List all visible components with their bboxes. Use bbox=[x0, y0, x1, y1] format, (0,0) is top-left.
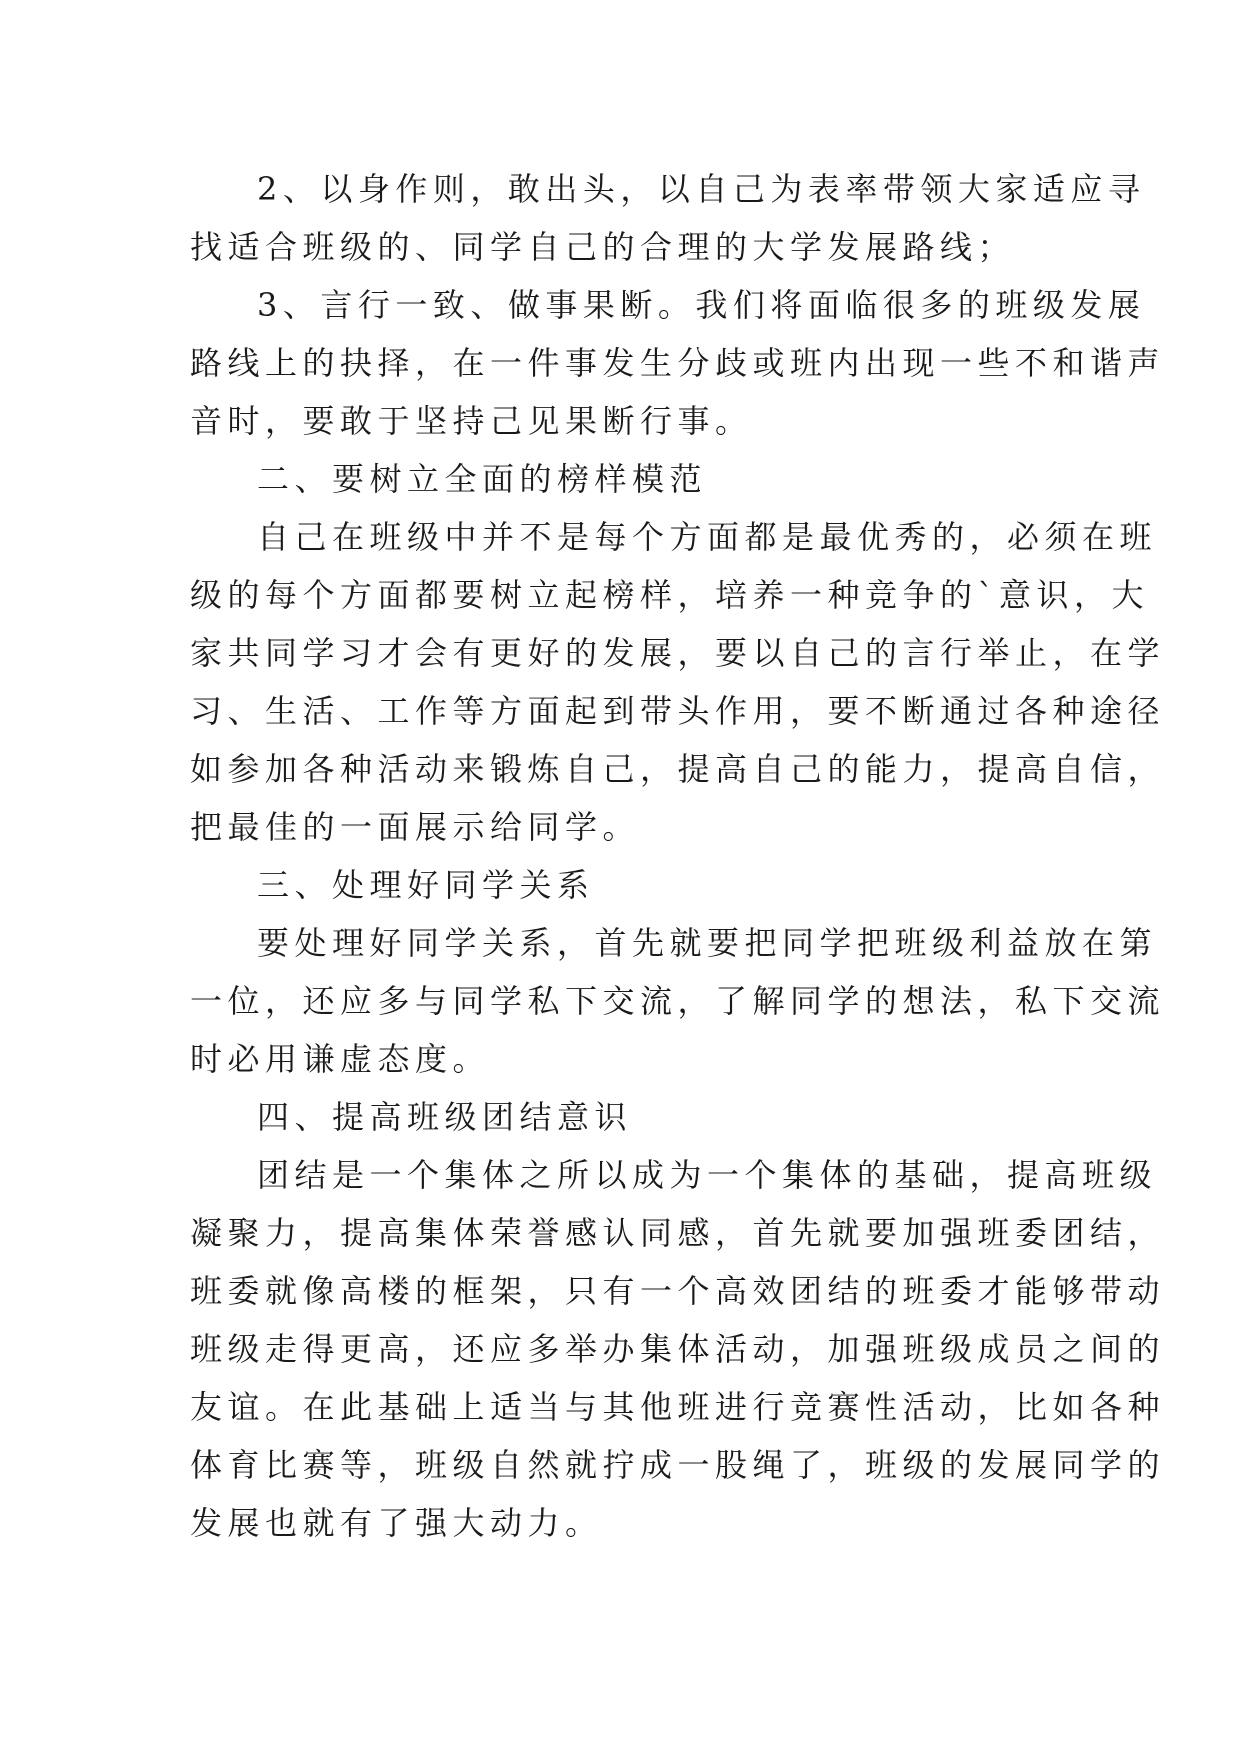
text-line: 要处理好同学关系，首先就要把同学把班级利益放在第 bbox=[257, 924, 1158, 962]
text-line: 习、生活、工作等方面起到带头作用，要不断通过各种途径 bbox=[190, 692, 1166, 730]
text-line: 团结是一个集体之所以成为一个集体的基础，提高班级 bbox=[257, 1156, 1158, 1194]
text-line: 四、提高班级团结意识 bbox=[257, 1098, 633, 1136]
text-line: 自己在班级中并不是每个方面都是最优秀的，必须在班 bbox=[257, 518, 1158, 556]
text-line: 班级走得更高，还应多举办集体活动，加强班级成员之间的 bbox=[190, 1330, 1166, 1368]
text-line: 3、言行一致、做事果断。我们将面临很多的班级发展 bbox=[257, 286, 1146, 324]
text-line: 班委就像高楼的框架，只有一个高效团结的班委才能够带动 bbox=[190, 1272, 1166, 1310]
text-line: 把最佳的一面展示给同学。 bbox=[190, 808, 641, 846]
text-line: 级的每个方面都要树立起榜样，培养一种竞争的`意识，大 bbox=[190, 576, 1150, 614]
text-line: 2、以身作则，敢出头，以自己为表率带领大家适应寻 bbox=[257, 170, 1146, 208]
text-line: 凝聚力，提高集体荣誉感认同感，首先就要加强班委团结， bbox=[190, 1214, 1166, 1252]
text-line: 友谊。在此基础上适当与其他班进行竞赛性活动，比如各种 bbox=[190, 1388, 1166, 1426]
text-line: 路线上的抉择，在一件事发生分歧或班内出现一些不和谐声 bbox=[190, 344, 1166, 382]
text-line: 时必用谦虚态度。 bbox=[190, 1040, 491, 1078]
document-body bbox=[190, 160, 1166, 1552]
text-line: 二、要树立全面的榜样模范 bbox=[257, 460, 708, 498]
text-line: 音时，要敢于坚持己见果断行事。 bbox=[190, 402, 753, 440]
text-line: 三、处理好同学关系 bbox=[257, 866, 595, 904]
text-line: 如参加各种活动来锻炼自己，提高自己的能力，提高自信， bbox=[190, 750, 1166, 788]
text-line: 体育比赛等，班级自然就拧成一股绳了，班级的发展同学的 bbox=[190, 1446, 1166, 1484]
text-line: 一位，还应多与同学私下交流，了解同学的想法，私下交流 bbox=[190, 982, 1166, 1020]
text-line: 找适合班级的、同学自己的合理的大学发展路线； bbox=[190, 228, 1016, 266]
text-line: 家共同学习才会有更好的发展，要以自己的言行举止，在学 bbox=[190, 634, 1166, 672]
text-line: 发展也就有了强大动力。 bbox=[190, 1504, 603, 1542]
